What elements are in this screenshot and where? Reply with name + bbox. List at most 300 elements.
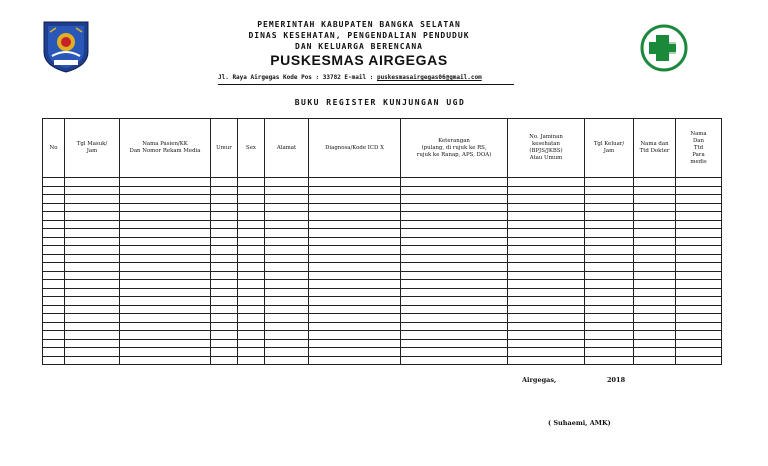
table-cell[interactable] <box>238 212 265 221</box>
table-cell[interactable] <box>265 305 309 314</box>
table-cell[interactable] <box>211 212 238 221</box>
table-cell[interactable] <box>401 220 508 229</box>
table-cell[interactable] <box>120 348 211 357</box>
table-cell[interactable] <box>238 305 265 314</box>
table-cell[interactable] <box>43 297 65 306</box>
table-cell[interactable] <box>43 322 65 331</box>
table-cell[interactable] <box>211 220 238 229</box>
table-cell[interactable] <box>43 203 65 212</box>
table-cell[interactable] <box>401 246 508 255</box>
table-cell[interactable] <box>676 305 722 314</box>
table-cell[interactable] <box>120 314 211 323</box>
table-cell[interactable] <box>211 203 238 212</box>
table-cell[interactable] <box>676 229 722 238</box>
table-cell[interactable] <box>634 288 676 297</box>
table-cell[interactable] <box>65 254 120 263</box>
email-link[interactable]: puskesmasairgegas06@gmail.com <box>376 74 482 81</box>
table-cell[interactable] <box>585 246 634 255</box>
table-cell[interactable] <box>43 339 65 348</box>
table-cell[interactable] <box>265 186 309 195</box>
table-cell[interactable] <box>309 331 401 340</box>
table-cell[interactable] <box>43 356 65 365</box>
table-cell[interactable] <box>309 288 401 297</box>
table-row <box>43 314 722 323</box>
table-cell[interactable] <box>634 305 676 314</box>
table-cell[interactable] <box>634 297 676 306</box>
table-cell[interactable] <box>634 237 676 246</box>
table-cell[interactable] <box>265 356 309 365</box>
signer-name: ( Suhaemi, AMK) <box>548 419 611 427</box>
table-cell[interactable] <box>43 254 65 263</box>
table-cell[interactable] <box>309 314 401 323</box>
table-cell[interactable] <box>676 280 722 289</box>
table-cell[interactable] <box>585 331 634 340</box>
table-cell[interactable] <box>634 263 676 272</box>
table-cell[interactable] <box>585 229 634 238</box>
table-cell[interactable] <box>585 186 634 195</box>
table-cell[interactable] <box>211 314 238 323</box>
table-cell[interactable] <box>634 314 676 323</box>
table-row <box>43 322 722 331</box>
column-header: Tgl Keluar/ Jam <box>585 119 634 178</box>
table-cell[interactable] <box>676 356 722 365</box>
table-cell[interactable] <box>676 322 722 331</box>
table-cell[interactable] <box>309 203 401 212</box>
table-cell[interactable] <box>309 263 401 272</box>
table-cell[interactable] <box>634 186 676 195</box>
table-cell[interactable] <box>309 339 401 348</box>
table-cell[interactable] <box>401 178 508 187</box>
table-cell[interactable] <box>43 229 65 238</box>
table-cell[interactable] <box>309 229 401 238</box>
table-cell[interactable] <box>43 314 65 323</box>
table-cell[interactable] <box>676 314 722 323</box>
table-cell[interactable] <box>585 271 634 280</box>
table-cell[interactable] <box>508 280 585 289</box>
table-cell[interactable] <box>265 271 309 280</box>
table-cell[interactable] <box>676 178 722 187</box>
table-cell[interactable] <box>634 339 676 348</box>
table-cell[interactable] <box>309 186 401 195</box>
table-cell[interactable] <box>65 212 120 221</box>
table-cell[interactable] <box>120 237 211 246</box>
table-cell[interactable] <box>238 195 265 204</box>
table-cell[interactable] <box>508 212 585 221</box>
table-cell[interactable] <box>309 305 401 314</box>
table-cell[interactable] <box>634 348 676 357</box>
table-cell[interactable] <box>309 322 401 331</box>
table-cell[interactable] <box>676 297 722 306</box>
table-row <box>43 280 722 289</box>
table-cell[interactable] <box>65 314 120 323</box>
table-cell[interactable] <box>309 271 401 280</box>
table-cell[interactable] <box>120 186 211 195</box>
table-cell[interactable] <box>508 237 585 246</box>
table-cell[interactable] <box>585 348 634 357</box>
table-cell[interactable] <box>65 237 120 246</box>
table-cell[interactable] <box>634 246 676 255</box>
document-title: BUKU REGISTER KUNJUNGAN UGD <box>294 98 466 107</box>
table-cell[interactable] <box>401 263 508 272</box>
table-row <box>43 305 722 314</box>
table-cell[interactable] <box>508 305 585 314</box>
table-cell[interactable] <box>676 246 722 255</box>
table-cell[interactable] <box>211 356 238 365</box>
table-cell[interactable] <box>65 297 120 306</box>
table-cell[interactable] <box>309 212 401 221</box>
table-cell[interactable] <box>676 263 722 272</box>
table-cell[interactable] <box>309 178 401 187</box>
table-cell[interactable] <box>401 229 508 238</box>
table-cell[interactable] <box>43 305 65 314</box>
table-cell[interactable] <box>211 288 238 297</box>
table-cell[interactable] <box>43 237 65 246</box>
table-cell[interactable] <box>508 314 585 323</box>
table-cell[interactable] <box>238 331 265 340</box>
table-cell[interactable] <box>65 339 120 348</box>
signature-place: Airgegas, <box>522 376 557 384</box>
table-cell[interactable] <box>508 288 585 297</box>
table-cell[interactable] <box>211 195 238 204</box>
table-cell[interactable] <box>634 212 676 221</box>
table-cell[interactable] <box>508 356 585 365</box>
table-cell[interactable] <box>676 254 722 263</box>
table-cell[interactable] <box>265 220 309 229</box>
table-cell[interactable] <box>401 186 508 195</box>
column-header: Diagnosa/Kode ICD X <box>309 119 401 178</box>
table-cell[interactable] <box>634 331 676 340</box>
table-cell[interactable] <box>238 314 265 323</box>
table-cell[interactable] <box>238 203 265 212</box>
table-header-row <box>43 119 722 178</box>
table-cell[interactable] <box>65 280 120 289</box>
table-cell[interactable] <box>238 220 265 229</box>
table-row <box>43 203 722 212</box>
table-cell[interactable] <box>211 305 238 314</box>
table-body <box>43 178 722 365</box>
address-text: Jl. Raya Airgegas Kode Pos : 33782 E-mail : <box>218 74 377 81</box>
table-cell[interactable] <box>265 280 309 289</box>
table-cell[interactable] <box>265 322 309 331</box>
table-cell[interactable] <box>238 246 265 255</box>
table-cell[interactable] <box>265 339 309 348</box>
table-cell[interactable] <box>508 331 585 340</box>
table-cell[interactable] <box>211 237 238 246</box>
table-row <box>43 348 722 357</box>
table-cell[interactable] <box>401 288 508 297</box>
table-cell[interactable] <box>585 254 634 263</box>
table-cell[interactable] <box>585 263 634 272</box>
table-cell[interactable] <box>65 229 120 238</box>
column-header: Nama Dan Ttd Para medis <box>676 119 722 178</box>
table-cell[interactable] <box>309 356 401 365</box>
table-cell[interactable] <box>120 229 211 238</box>
table-cell[interactable] <box>676 195 722 204</box>
table-cell[interactable] <box>120 263 211 272</box>
table-cell[interactable] <box>401 212 508 221</box>
table-cell[interactable] <box>211 246 238 255</box>
column-header: Tgl Masuk/ Jam <box>65 119 120 178</box>
table-cell[interactable] <box>585 356 634 365</box>
table-cell[interactable] <box>585 339 634 348</box>
table-cell[interactable] <box>238 254 265 263</box>
column-header: No. Jaminan kesehatan (BPJS/JKBS) Atau Umum <box>508 119 585 178</box>
table-cell[interactable] <box>238 263 265 272</box>
table-cell[interactable] <box>401 322 508 331</box>
table-cell[interactable] <box>585 280 634 289</box>
table-cell[interactable] <box>401 237 508 246</box>
table-cell[interactable] <box>676 348 722 357</box>
column-header: Sex <box>238 119 265 178</box>
header-agency-line: DINAS KESEHATAN, PENGENDALIAN PENDUDUK <box>248 31 470 40</box>
table-cell[interactable] <box>238 288 265 297</box>
table-cell[interactable] <box>401 339 508 348</box>
column-header: Keterangan (pulang, di rujuk ke RS, rujuk ke Ranap, APS, DOA) <box>401 119 508 178</box>
table-cell[interactable] <box>508 178 585 187</box>
table-cell[interactable] <box>265 263 309 272</box>
table-cell[interactable] <box>508 195 585 204</box>
table-cell[interactable] <box>211 254 238 263</box>
table-row <box>43 263 722 272</box>
table-cell[interactable] <box>265 195 309 204</box>
table-cell[interactable] <box>120 288 211 297</box>
header-divider <box>218 84 514 85</box>
table-cell[interactable] <box>401 280 508 289</box>
column-header: No <box>43 119 65 178</box>
table-cell[interactable] <box>65 305 120 314</box>
table-cell[interactable] <box>238 356 265 365</box>
table-cell[interactable] <box>634 356 676 365</box>
table-cell[interactable] <box>265 178 309 187</box>
table-cell[interactable] <box>65 348 120 357</box>
table-cell[interactable] <box>265 254 309 263</box>
table-cell[interactable] <box>65 331 120 340</box>
table-cell[interactable] <box>65 322 120 331</box>
column-header: Umur <box>211 119 238 178</box>
table-cell[interactable] <box>65 220 120 229</box>
table-cell[interactable] <box>309 297 401 306</box>
table-cell[interactable] <box>634 220 676 229</box>
table-cell[interactable] <box>676 220 722 229</box>
table-cell[interactable] <box>238 297 265 306</box>
table-cell[interactable] <box>585 195 634 204</box>
table-cell[interactable] <box>676 203 722 212</box>
table-cell[interactable] <box>676 288 722 297</box>
table-cell[interactable] <box>211 263 238 272</box>
table-cell[interactable] <box>401 254 508 263</box>
table-cell[interactable] <box>401 331 508 340</box>
table-cell[interactable] <box>508 263 585 272</box>
table-cell[interactable] <box>585 212 634 221</box>
table-cell[interactable] <box>676 186 722 195</box>
column-header: Alamat <box>265 119 309 178</box>
table-cell[interactable] <box>265 348 309 357</box>
table-cell[interactable] <box>238 229 265 238</box>
table-cell[interactable] <box>585 322 634 331</box>
table-row <box>43 229 722 238</box>
header-government-line: PEMERINTAH KABUPATEN BANGKA SELATAN <box>257 20 461 29</box>
table-cell[interactable] <box>120 212 211 221</box>
table-cell[interactable] <box>120 271 211 280</box>
table-cell[interactable] <box>120 220 211 229</box>
table-cell[interactable] <box>634 322 676 331</box>
table-cell[interactable] <box>401 297 508 306</box>
institution-name: PUSKESMAS AIRGEGAS <box>270 52 448 68</box>
table-cell[interactable] <box>265 203 309 212</box>
table-cell[interactable] <box>585 220 634 229</box>
table-cell[interactable] <box>309 237 401 246</box>
table-cell[interactable] <box>585 237 634 246</box>
table-row <box>43 220 722 229</box>
table-cell[interactable] <box>43 212 65 221</box>
table-cell[interactable] <box>120 254 211 263</box>
table-cell[interactable] <box>265 212 309 221</box>
table-cell[interactable] <box>43 195 65 204</box>
table-cell[interactable] <box>238 237 265 246</box>
table-cell[interactable] <box>309 220 401 229</box>
table-cell[interactable] <box>211 229 238 238</box>
table-cell[interactable] <box>634 229 676 238</box>
table-cell[interactable] <box>676 339 722 348</box>
table-cell[interactable] <box>238 186 265 195</box>
table-cell[interactable] <box>238 280 265 289</box>
table-cell[interactable] <box>43 288 65 297</box>
table-cell[interactable] <box>265 331 309 340</box>
table-cell[interactable] <box>401 305 508 314</box>
table-cell[interactable] <box>585 314 634 323</box>
table-cell[interactable] <box>65 288 120 297</box>
table-cell[interactable] <box>211 271 238 280</box>
table-cell[interactable] <box>585 305 634 314</box>
table-cell[interactable] <box>211 322 238 331</box>
table-cell[interactable] <box>265 229 309 238</box>
table-cell[interactable] <box>238 178 265 187</box>
table-cell[interactable] <box>401 195 508 204</box>
table-cell[interactable] <box>43 280 65 289</box>
table-cell[interactable] <box>211 178 238 187</box>
table-cell[interactable] <box>585 297 634 306</box>
table-row <box>43 297 722 306</box>
table-cell[interactable] <box>238 348 265 357</box>
table-cell[interactable] <box>120 305 211 314</box>
table-row <box>43 195 722 204</box>
table-cell[interactable] <box>43 271 65 280</box>
table-cell[interactable] <box>401 314 508 323</box>
table-cell[interactable] <box>211 280 238 289</box>
table-cell[interactable] <box>634 195 676 204</box>
table-cell[interactable] <box>508 271 585 280</box>
table-cell[interactable] <box>43 220 65 229</box>
table-cell[interactable] <box>265 314 309 323</box>
table-cell[interactable] <box>65 178 120 187</box>
table-cell[interactable] <box>634 178 676 187</box>
table-cell[interactable] <box>43 348 65 357</box>
table-cell[interactable] <box>265 297 309 306</box>
table-cell[interactable] <box>43 263 65 272</box>
table-cell[interactable] <box>211 186 238 195</box>
table-row <box>43 254 722 263</box>
table-cell[interactable] <box>508 297 585 306</box>
table-cell[interactable] <box>401 356 508 365</box>
table-cell[interactable] <box>634 271 676 280</box>
table-cell[interactable] <box>120 356 211 365</box>
table-cell[interactable] <box>508 348 585 357</box>
table-cell[interactable] <box>265 288 309 297</box>
table-cell[interactable] <box>309 246 401 255</box>
table-cell[interactable] <box>676 271 722 280</box>
table-cell[interactable] <box>309 280 401 289</box>
header-agency-line-2: DAN KELUARGA BERENCANA <box>295 42 423 51</box>
table-cell[interactable] <box>238 271 265 280</box>
table-cell[interactable] <box>634 203 676 212</box>
table-cell[interactable] <box>120 195 211 204</box>
table-cell[interactable] <box>309 195 401 204</box>
table-cell[interactable] <box>65 195 120 204</box>
table-cell[interactable] <box>211 339 238 348</box>
table-cell[interactable] <box>43 186 65 195</box>
table-cell[interactable] <box>120 246 211 255</box>
table-cell[interactable] <box>65 356 120 365</box>
table-cell[interactable] <box>508 229 585 238</box>
table-cell[interactable] <box>508 246 585 255</box>
table-cell[interactable] <box>211 297 238 306</box>
table-cell[interactable] <box>508 254 585 263</box>
table-cell[interactable] <box>120 322 211 331</box>
table-cell[interactable] <box>508 186 585 195</box>
table-row <box>43 246 722 255</box>
table-cell[interactable] <box>634 280 676 289</box>
table-cell[interactable] <box>585 178 634 187</box>
table-cell[interactable] <box>120 331 211 340</box>
table-cell[interactable] <box>65 263 120 272</box>
table-cell[interactable] <box>65 203 120 212</box>
table-cell[interactable] <box>508 339 585 348</box>
table-cell[interactable] <box>676 212 722 221</box>
table-cell[interactable] <box>676 237 722 246</box>
table-cell[interactable] <box>120 203 211 212</box>
table-cell[interactable] <box>585 288 634 297</box>
table-cell[interactable] <box>508 322 585 331</box>
table-cell[interactable] <box>120 280 211 289</box>
table-row <box>43 288 722 297</box>
table-cell[interactable] <box>265 237 309 246</box>
table-cell[interactable] <box>211 348 238 357</box>
table-cell[interactable] <box>309 254 401 263</box>
table-cell[interactable] <box>65 186 120 195</box>
table-cell[interactable] <box>401 271 508 280</box>
table-cell[interactable] <box>309 348 401 357</box>
table-cell[interactable] <box>585 203 634 212</box>
table-cell[interactable] <box>43 246 65 255</box>
table-cell[interactable] <box>265 246 309 255</box>
table-cell[interactable] <box>508 220 585 229</box>
table-cell[interactable] <box>120 339 211 348</box>
table-cell[interactable] <box>238 339 265 348</box>
table-cell[interactable] <box>120 178 211 187</box>
table-cell[interactable] <box>238 322 265 331</box>
table-cell[interactable] <box>676 331 722 340</box>
table-cell[interactable] <box>120 297 211 306</box>
table-cell[interactable] <box>401 203 508 212</box>
table-cell[interactable] <box>401 348 508 357</box>
table-cell[interactable] <box>43 331 65 340</box>
table-cell[interactable] <box>65 271 120 280</box>
table-cell[interactable] <box>211 331 238 340</box>
table-cell[interactable] <box>43 178 65 187</box>
table-cell[interactable] <box>65 246 120 255</box>
table-cell[interactable] <box>508 203 585 212</box>
table-cell[interactable] <box>634 254 676 263</box>
